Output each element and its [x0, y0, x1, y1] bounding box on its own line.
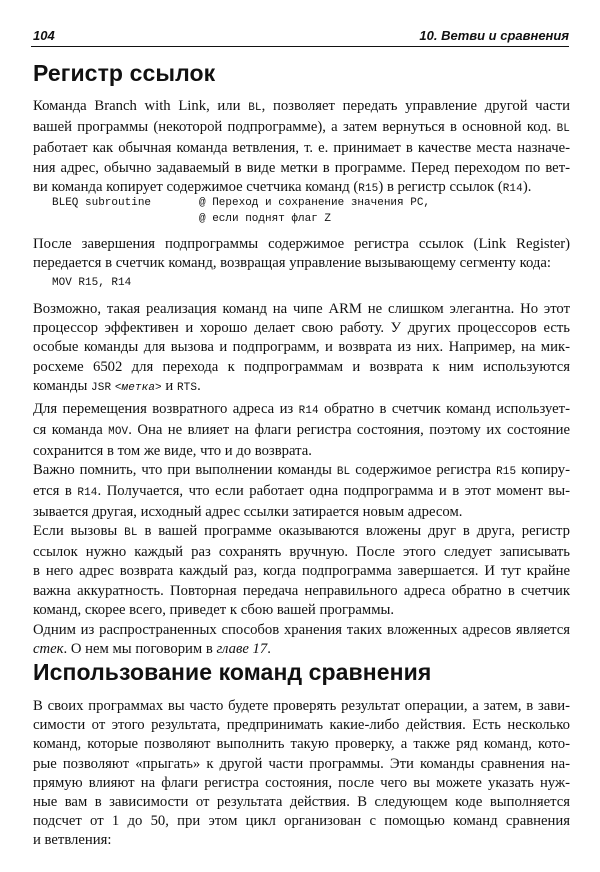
text-line: прямую влияют на флаги регистра состояния, после чего вы можете указать нуж-	[33, 774, 570, 791]
code-comment-line-2: @ если поднят флаг Z	[199, 213, 332, 225]
text-line: Важно помнить, что при выполнении команды BL содержимое регистра R15 копиру-	[33, 462, 570, 478]
code-comment-line-1: @ Переход и сохранение значения PC,	[199, 197, 431, 209]
text-line: ся команда MOV. Она не влияет на флаги регистра состояния, поэтому их состояние	[33, 422, 570, 439]
code-mov-r15: MOV R15, R14	[52, 277, 132, 289]
page-number: 104	[33, 28, 55, 43]
paragraph-link-register-return	[33, 235, 570, 273]
text-line: важна аккуратность. Повторная передача неправильного адреса обратно в счетчик	[33, 582, 570, 599]
text-line: росхеме 6502 для перехода к подпрограммам и возврата к ним используются	[33, 358, 570, 375]
section-heading-compare-commands: Использование команд сравнения	[33, 659, 432, 685]
paragraph-stack-reference	[33, 621, 570, 659]
text-line: процессор эффективен и хорошо делает свою работу. У других процессоров есть	[33, 320, 570, 337]
text-line: и ветвления:	[33, 832, 112, 849]
text-line: стек. О нем мы поговорим в главе 17.	[33, 641, 271, 658]
text-line: вашей программы (некоторой подпрограмме), а затем вернуться в основной код. BL	[33, 119, 570, 136]
text-line: передается в счетчик команд, возвращая управление вызывающему сегменту кода:	[33, 255, 551, 272]
paragraph-nested-calls	[33, 522, 570, 620]
chapter-title: 10. Ветви и сравнения	[419, 28, 569, 43]
text-line: Для перемещения возвратного адреса из R14 обратно в счетчик команд использует-	[33, 401, 570, 417]
text-line: команд, которые позволяют выполнить такую проверку, а также ряд команд, кото-	[33, 736, 570, 753]
paragraph-compare-intro	[33, 697, 570, 851]
text-line: симости от этого результата, предпринимать какие-либо действия. Есть несколько	[33, 717, 570, 734]
text-line: В своих программах вы часто будете проверять результат операции, а затем, в зави-	[33, 698, 570, 714]
text-line: ния адрес, обычно задаваемый в виде метки в программе. Перед переходом по вет-	[33, 159, 570, 176]
text-line: Возможно, такая реализация команд на чипе ARM не слишком элегантна. Но этот	[33, 301, 570, 317]
text-line: ви команда копирует содержимое счетчика команд (R15) в регистр ссылок (R14).	[33, 178, 532, 195]
paragraph-arm-elegance	[33, 300, 570, 398]
text-line: команд, скорее всего, приведет к сбою вашей программы.	[33, 601, 395, 618]
text-line: рые позволяют «прыгать» к другой части программы. Эти команды сравнения на-	[33, 755, 570, 772]
code-bleq-instruction: BLEQ subroutine	[52, 197, 152, 209]
text-line: зывается другая, исходный адрес ссылки затирается новым адресом.	[33, 504, 463, 521]
paragraph-mov-return	[33, 400, 570, 462]
text-line: подсчет от 1 до 50, при этом цикл организован с помощью команд сравнения	[33, 813, 570, 830]
text-line: ется в R14. Получается, что если работает одна подпрограмма и в этот момент вы-	[33, 483, 570, 500]
header-rule	[31, 46, 569, 47]
text-line: ные вам в зависимости от результата действия. В следующем коде выполняется	[33, 794, 570, 811]
running-header	[31, 26, 569, 46]
text-line: Одним из распространенных способов хранения таких вложенных адресов является	[33, 622, 570, 638]
text-line: После завершения подпрограммы содержимое регистра ссылок (Link Register)	[33, 236, 570, 252]
text-line: сохранится в том же виде, что и до возврата.	[33, 443, 312, 460]
text-line: команды JSR <метка> и RTS.	[33, 377, 201, 394]
paragraph-bl-intro	[33, 97, 570, 199]
paragraph-bl-overwrite	[33, 461, 570, 523]
text-line: особые команды для вызова и подпрограмм, и возврата из них. Например, на мик-	[33, 339, 570, 356]
text-line: работает как обычная команда ветвления, т. е. принимает в качестве места назначе-	[33, 140, 570, 157]
text-line: ссылок нужно каждый раз сохранять вручную. После этого следует записывать	[33, 544, 570, 561]
text-line: Команда Branch with Link, или BL, позволяет передать управление другой части	[33, 98, 570, 114]
text-line: Если вызовы BL в вашей программе оказываются вложены друг в друга, регистр	[33, 523, 570, 539]
section-heading-link-register: Регистр ссылок	[33, 60, 216, 86]
text-line: в него адрес возврата каждый раз, когда подпрограмма завершается. И тут крайне	[33, 563, 570, 580]
